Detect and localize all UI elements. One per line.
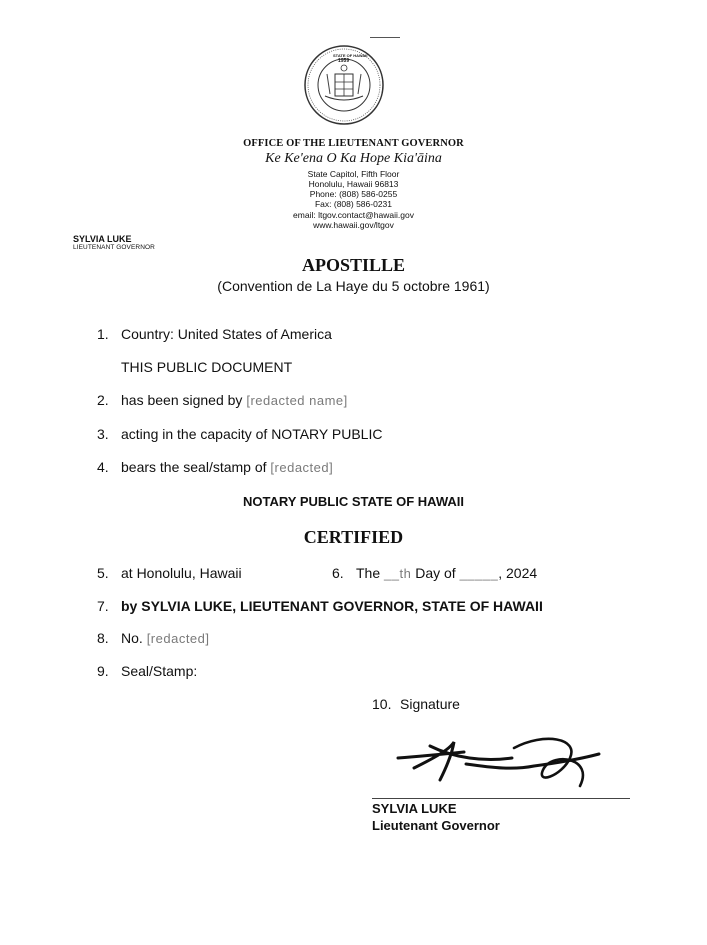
signatory-title: Lieutenant Governor <box>372 818 500 833</box>
handwritten-signature <box>394 728 604 796</box>
website: www.hawaii.gov/ltgov <box>313 220 394 230</box>
item-label: Seal/Stamp: <box>121 663 198 679</box>
office-hawaiian-title: Ke Ke'ena O Ka Hope Kia'āina <box>265 151 442 166</box>
convention-subtitle: (Convention de La Haye du 5 octobre 1961) <box>217 278 490 294</box>
seal-top-text: STATE OF HAWAII <box>333 53 368 58</box>
notary-heading: NOTARY PUBLIC STATE OF HAWAII <box>243 494 464 509</box>
item-seal-label <box>97 663 197 679</box>
item-seal-stamp <box>97 459 333 475</box>
sidebar-title: LIEUTENANT GOVERNOR <box>73 244 155 251</box>
certified-heading: CERTIFIED <box>303 527 404 547</box>
item-number: 10. <box>372 696 392 712</box>
item-country <box>97 326 332 342</box>
item-label: at Honolulu, Hawaii <box>121 565 242 581</box>
item-number: 7. <box>97 598 109 614</box>
signature-line <box>372 798 630 799</box>
item-capacity <box>97 426 382 442</box>
item-label: No. <box>121 630 143 646</box>
item-number: 6. <box>332 565 344 581</box>
top-rule <box>370 37 400 38</box>
item-number: 1. <box>97 326 109 342</box>
item-label: bears the seal/stamp of <box>121 459 267 475</box>
item-label: Signature <box>400 696 460 712</box>
redacted-signer: [redacted name] <box>246 393 348 408</box>
item-number: 4. <box>97 459 109 475</box>
item-number-field <box>97 630 210 646</box>
office-title: OFFICE OF THE LIEUTENANT GOVERNOR <box>243 138 464 149</box>
date-prefix: The <box>356 565 381 581</box>
sidebar-name: SYLVIA LUKE <box>73 234 132 244</box>
item-label: Country: United States of America <box>121 326 332 342</box>
item-signature <box>372 696 460 712</box>
item-signed-by <box>97 392 348 408</box>
item-number: 3. <box>97 426 109 442</box>
item-label: has been signed by <box>121 392 243 408</box>
page-title: APOSTILLE <box>301 255 406 275</box>
email: email: ltgov.contact@hawaii.gov <box>293 210 414 220</box>
item-number: 5. <box>97 565 109 581</box>
item-label: acting in the capacity of NOTARY PUBLIC <box>121 426 383 442</box>
public-document-label: THIS PUBLIC DOCUMENT <box>121 359 293 375</box>
address-line-2: Honolulu, Hawaii 96813 <box>308 179 399 189</box>
phone: Phone: (808) 586-0255 <box>309 189 398 199</box>
fax: Fax: (808) 586-0231 <box>314 199 393 209</box>
redacted-month: _____ <box>459 566 499 581</box>
address-line-1: State Capitol, Fifth Floor <box>307 169 400 179</box>
item-date <box>332 565 537 581</box>
date-mid: Day of <box>415 565 456 581</box>
item-number: 8. <box>97 630 109 646</box>
signatory-name: SYLVIA LUKE <box>372 801 457 816</box>
item-number: 2. <box>97 392 109 408</box>
item-label: by SYLVIA LUKE, LIEUTENANT GOVERNOR, STATE OF HAWAII <box>121 598 543 614</box>
redacted-seal: [redacted] <box>270 460 334 475</box>
redacted-day: __th <box>384 566 412 581</box>
item-by <box>97 598 543 614</box>
item-number: 9. <box>97 663 109 679</box>
item-place <box>97 565 242 581</box>
redacted-number: [redacted] <box>146 631 210 646</box>
date-year: , 2024 <box>498 565 538 581</box>
seal-year: 1959 <box>338 58 350 64</box>
